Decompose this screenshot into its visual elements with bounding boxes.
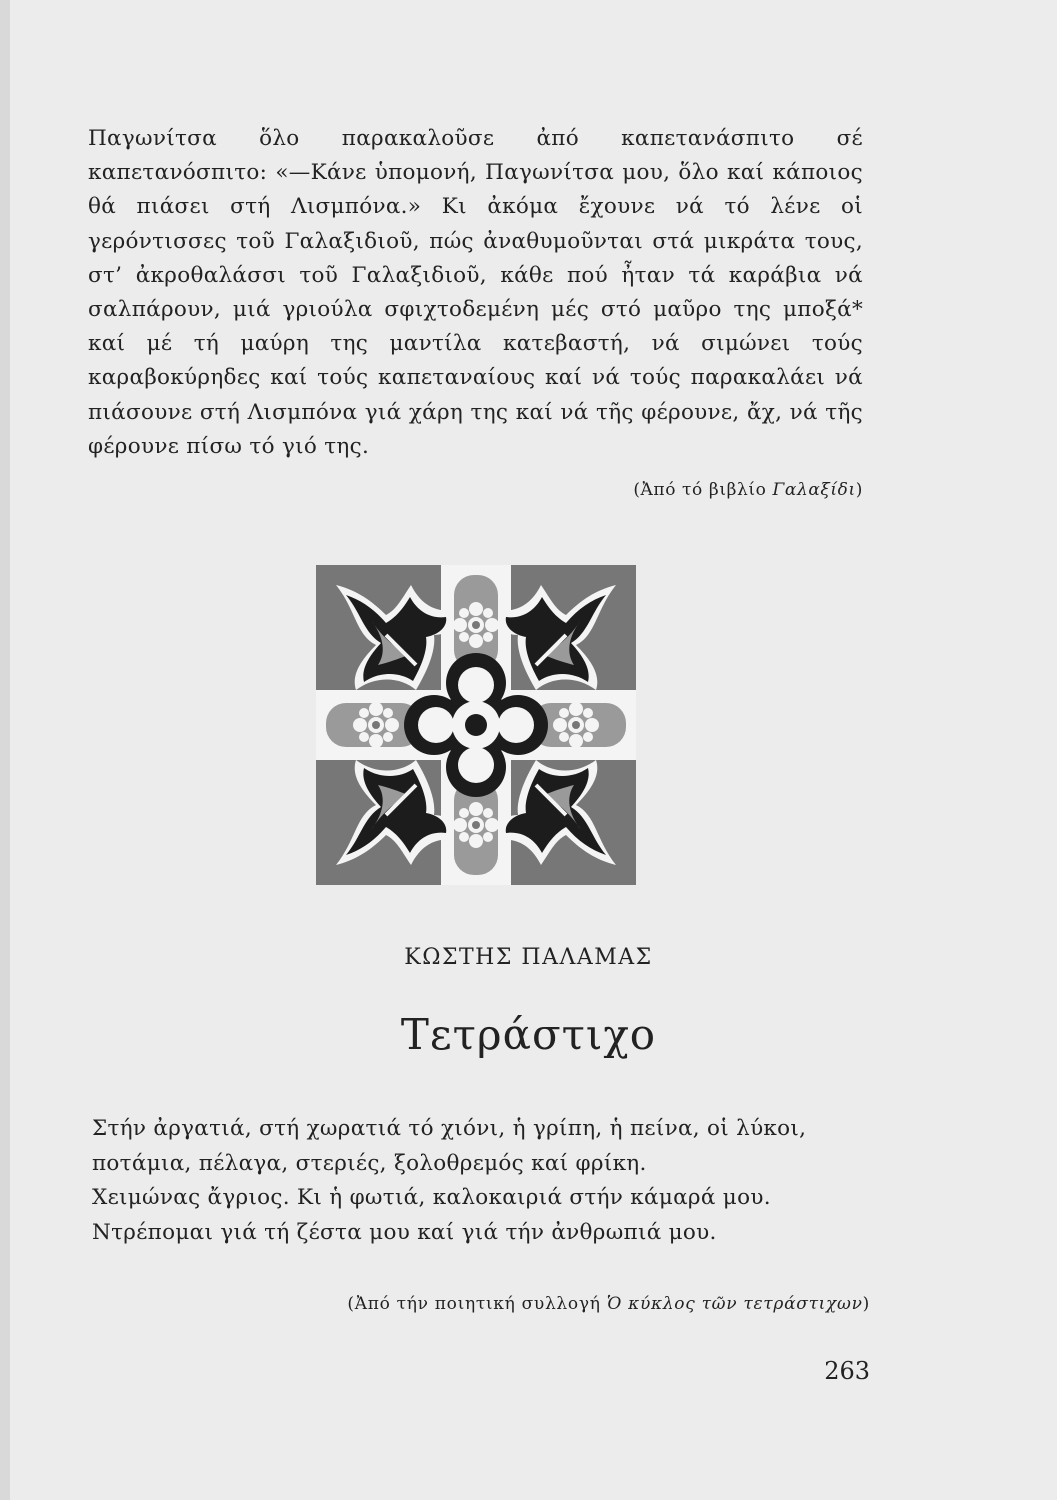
citation-book-title: Γαλαξίδι (772, 480, 856, 500)
floral-tile-ornament-icon (316, 565, 636, 885)
poem-line: ποτάμια, πέλαγα, στεριές, ξολοθρεμός καί φρίκη. (92, 1150, 647, 1176)
citation-suffix: ) (862, 1294, 870, 1314)
page-edge (0, 0, 10, 1500)
citation-suffix: ) (855, 480, 863, 500)
source-citation-collection (300, 1294, 870, 1314)
prose-paragraph: Παγωνίτσα ὅλο παρακαλοῦσε ἀπό καπετανάσπιτο σέ καπετανόσπιτο: «—Κάνε ὑπομονή, Παγωνίτσα μου, ὅλο καί κάποιος θά πιάσει στή Λισμπόνα.» Κι ἀκόμα ἔχουνε νά τό λένε οἱ γερόντισσες τοῦ Γαλαξιδιοῦ, πώς ἀναθυμοῦνται στά μικράτα τους, στ’ ἀκροθαλάσσι τοῦ Γαλαξιδιοῦ, κάθε πού ἦταν τά καράβια νά σαλπάρουν, μιά γριούλα σφιχτοδεμένη μές στό μαῦρο της μποξά* καί μέ τή μαύρη της μαντίλα κατεβαστή, νά σιμώνει τούς καραβοκύρηδες καί τούς καπεταναίους καί νά τούς παρακαλάει νά πιάσουνε στή Λισμπόνα γιά χάρη της καί νά τῆς φέρουνε, ἄχ, νά τῆς φέρουνε πίσω τό γιό της. (88, 126, 863, 459)
page-number: 263 (824, 1357, 870, 1385)
source-citation-book (560, 480, 863, 500)
poem-line: Ντρέπομαι γιά τή ζέστα μου καί γιά τήν ἀνθρωπιά μου. (92, 1219, 717, 1245)
citation-prefix: (Ἀπό τό βιβλίο (633, 480, 773, 500)
poem-line: Χειμώνας ἄγριος. Κι ἡ φωτιά, καλοκαιριά στήν κάμαρά μου. (92, 1185, 771, 1210)
citation-collection-title: Ὁ κύκλος τῶν τετράστιχων (606, 1294, 863, 1314)
author-name: ΚΩΣΤΗΣ ΠΑΛΑΜΑΣ (404, 945, 653, 970)
poem-title: Τετράστιχο (400, 1010, 657, 1059)
poem-block (92, 1112, 892, 1250)
prose-block (88, 122, 863, 464)
poem-line: Στήν ἀργατιά, στή χωρατιά τό χιόνι, ἡ γρίπη, ἡ πείνα, οἱ λύκοι, (92, 1116, 807, 1141)
citation-prefix: (Ἀπό τήν ποιητική συλλογή (347, 1294, 607, 1314)
